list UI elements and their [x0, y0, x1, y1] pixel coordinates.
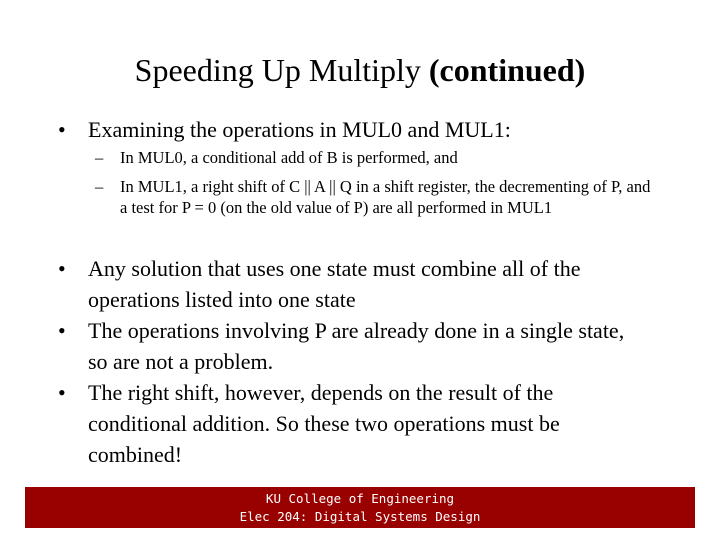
bullet-text: The right shift, however, depends on the result of the conditional addition. So these two operations must be combined!	[88, 380, 560, 467]
bullet-marker: •	[58, 318, 66, 343]
bullet-item	[58, 315, 633, 377]
dash-marker: –	[95, 148, 104, 167]
bullet-text: Any solution that uses one state must combine all of the operations listed into one state	[88, 256, 581, 312]
subbullet-item	[95, 177, 660, 218]
footer-line-2: Elec 204: Digital Systems Design	[239, 509, 481, 524]
bullet-item	[58, 253, 633, 315]
bullet-item	[58, 114, 648, 145]
subbullet-text: In MUL1, a right shift of C || A || Q in a shift register, the decrementing of P, and a test for P = 0 (on the old value of P) are all performed in MUL1	[120, 177, 651, 217]
footer-banner	[25, 487, 695, 528]
bullet-text: Examining the operations in MUL0 and MUL1:	[88, 117, 511, 142]
bullet-marker: •	[58, 117, 66, 142]
slide-title-main: Speeding Up Multiply	[134, 52, 421, 88]
bullet-marker: •	[58, 256, 66, 281]
subbullet-text: In MUL0, a conditional add of B is performed, and	[120, 148, 458, 167]
bullet-item	[58, 377, 633, 470]
dash-marker: –	[95, 177, 104, 196]
footer-line-1: KU College of Engineering	[265, 491, 455, 506]
slide-title-suffix: (continued)	[428, 52, 586, 88]
bullet-marker: •	[58, 380, 66, 405]
bullet-text: The operations involving P are already done in a single state, so are not a problem.	[88, 318, 625, 374]
subbullet-item	[95, 148, 665, 169]
slide-title	[0, 50, 720, 90]
